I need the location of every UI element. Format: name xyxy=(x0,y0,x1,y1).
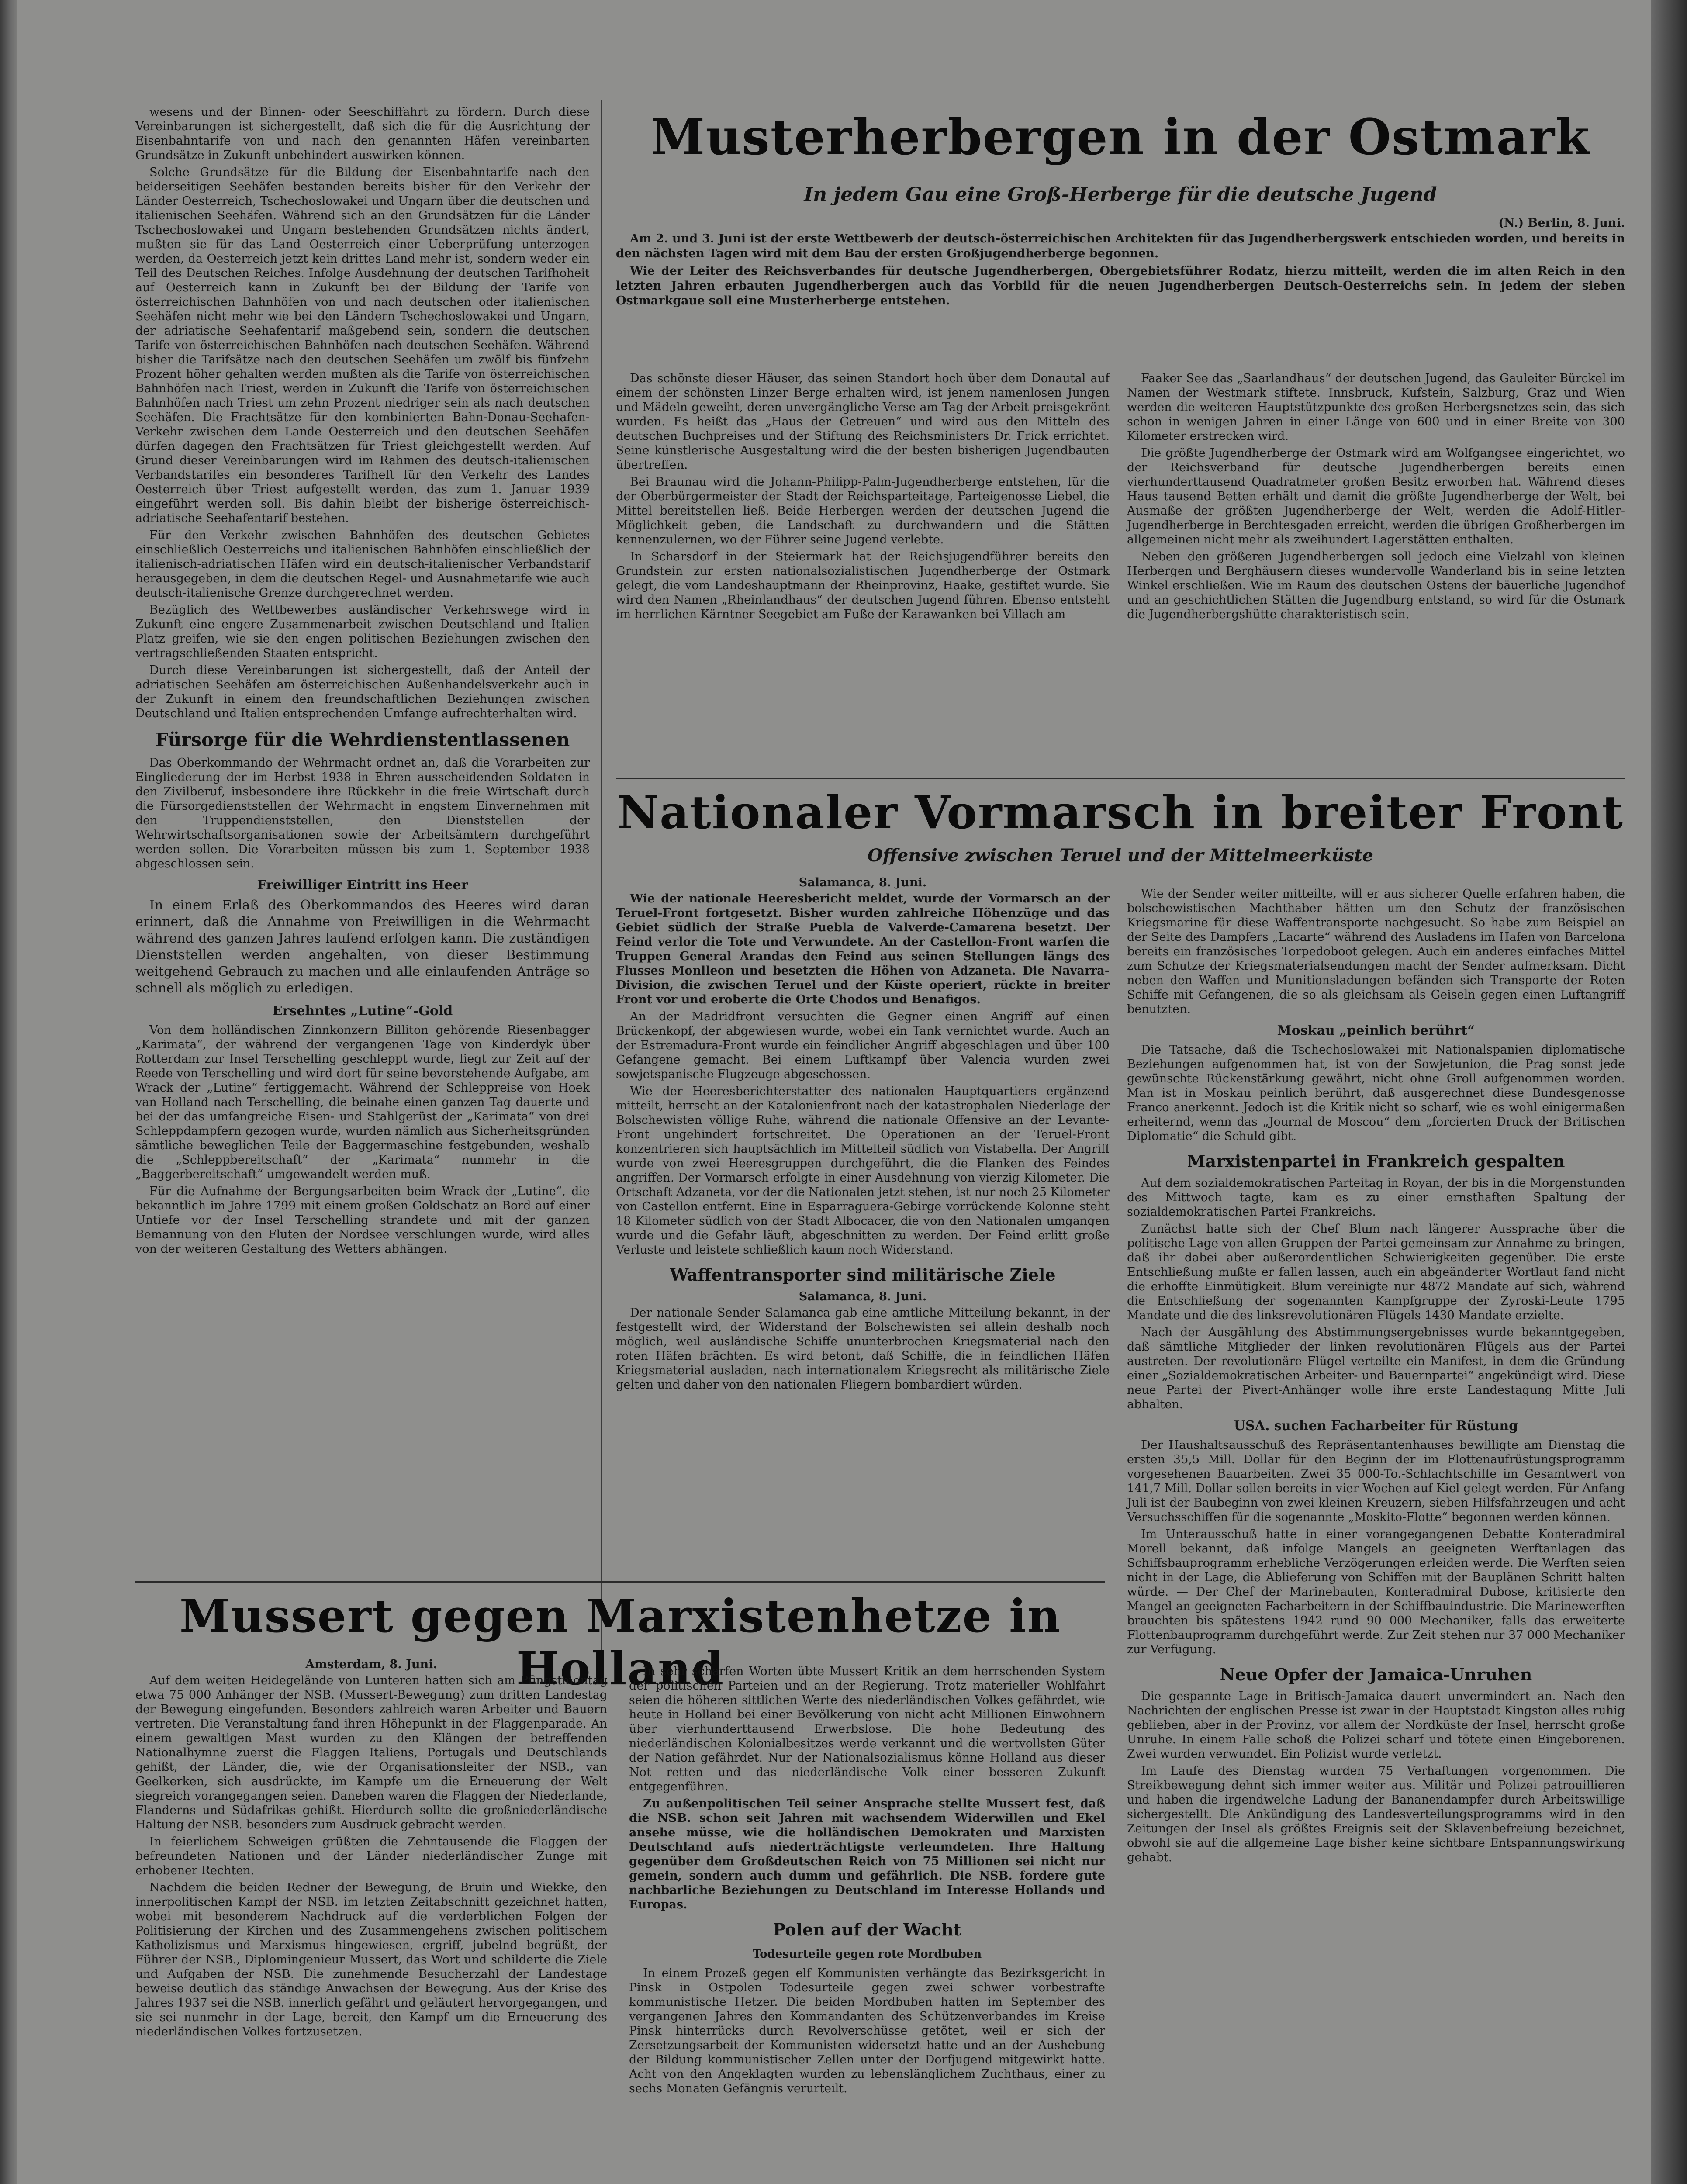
moskau-headline: Moskau „peinlich berührt“ xyxy=(1277,1023,1475,1038)
paragraph: In einem Prozeß gegen elf Kommunisten verhängte das Bezirksgericht in Pinsk in Ostpolen Todesurteile gegen zwei schwer vorbestrafte kommunistische Hetzer. Die beiden Mordbuben hatten im September des vergangenen Jahres den Kommandanten des Schützenverbandes im Kreise Pinsk hinterrücks durch Revolverschüsse getötet, weil er sich der Zersetzungsarbeit der Kommunisten widersetzt hatte und an der Aushebung der Bildung kommunistischer Zellen unter der Dorfjugend mitgewirkt hatte. Acht von den Angeklagten wurden zu lebenslänglichem Zuchthaus, einer zu sechs Monaten Gefängnis verurteilt. xyxy=(629,1966,1105,2095)
section-rule xyxy=(135,1581,1105,1583)
page-edge xyxy=(1651,0,1687,2184)
usa-headline: USA. suchen Facharbeiter für Rüstung xyxy=(1234,1418,1518,1434)
mussert-headline: Mussert gegen Marxistenhetze in Holland xyxy=(179,1589,1061,1695)
section-rule xyxy=(616,778,1625,779)
paragraph: Neben den größeren Jugendherbergen soll jedoch eine Vielzahl von kleinen Herbergen und Berghäusern dieses wundervolle Wanderland bis in seine letzten Winkel erschließen. Wie im Raum des deutschen Ostens der bäuerliche Jugendhof und an geschichtlichen Stätten die Jugendburg entstand, so wird für die Ostmark die Jugendherbergshütte charakteristisch sein. xyxy=(1127,550,1625,621)
paragraph: Für die Aufnahme der Bergungsarbeiten beim Wrack der „Lutine“, die bekanntlich im Jahre 1799 mit einem großen Goldschatz an Bord auf einer Untiefe vor der Insel Terschelling strandete und mit der ganzen Bemannung von den Fluten der Nordsee verschlungen wurde, wird alles von der weiteren Gestaltung des Wetters abhängen. xyxy=(135,1185,590,1256)
waffen-headline: Waffentransporter sind militärische Ziele xyxy=(670,1265,1056,1285)
left-top-article xyxy=(135,105,590,721)
paragraph: Wie der Leiter des Reichsverbandes für deutsche Jugendherbergen, Obergebietsführer Rodatz, hierzu mitteilt, werden die im alten Reich in den letzten Jahren erbauten Jugendherbergen auch das Vorbild für die neuen Jugendherbergen Deutsch-Oesterreichs sein. In jedem der sieben Ostmarkgaue soll eine Musterherberge entstehen. xyxy=(616,264,1625,308)
dateline: Salamanca, 8. Juni. xyxy=(799,1290,927,1303)
paragraph: Im Laufe des Dienstag wurden 75 Verhaftungen vorgenommen. Die Streikbewegung dehnt sich immer weiter aus. Militär und Polizei patrouillieren und haben die irgendwelche Ladung der Bananendampfer durch Arbeitswillige sichergestellt. Die Ankündigung des Landesverteilungsprogramms wird in den Zeitungen der Insel als größtes Ereignis seit der Sklavenbefreiung bezeichnet, obwohl sie auf die allgemeine Lage bisher keine sichtbare Entspannungswirkung gehabt. xyxy=(1127,1764,1625,1864)
dateline: Salamanca, 8. Juni. xyxy=(799,876,927,889)
paragraph: Solche Grundsätze für die Bildung der Eisenbahntarife nach den beiderseitigen Seehäfen bestanden bereits bisher für den Verkehr der Länder Oesterreich, Tschechoslowakei und Ungarn über die deutschen und italienischen Seehäfen. Während sich an den Grundsätzen für die Länder Tschechoslowakei und Ungarn bestehenden Grundsätzen nichts ändert, mußten sie für das Land Oesterreich einer Ueberprüfung unterzogen werden, da Oesterreich jetzt kein drittes Land mehr ist, sondern weder ein Teil des Deutschen Reiches. Infolge Ausdehnung der deutschen Tarifhoheit auf Oesterreich kann in Zukunft bei der Bildung der Tarife von österreichischen Bahnhöfen von und nach deutschen oder italienischen Seehäfen nicht mehr wie bei den Ländern Tschechoslowakei und Ungarn, der adriatische Seehafentarif maßgebend sein, sondern die deutschen Tarife von österreichischen Bahnhöfen nach deutschen Seehäfen. Während bisher die Tarifsätze nach den deutschen Seehäfen um zwölf bis fünfzehn Prozent höher gehalten werden mußten als die Tarife von österreichischen Bahnhöfen nach Triest, werden in Zukunft die Tarife von österreichischen Bahnhöfen nach Triest um zehn Prozent niedriger sein als nach deutschen Seehäfen. Die Frachtsätze für den kombinierten Bahn-Donau-Seehafen-Verkehr zwischen dem Lande Oesterreich und den deutschen Seehäfen dürfen dagegen den Frachtsätzen für Triest gleichgestellt werden. Auf Grund dieser Vereinbarungen wird im Rahmen des deutsch-italienischen Verbandstarifes ein besonderes Tarifheft für den Verkehr des Landes Oesterreich über Triest aufgestellt werden, das zum 1. Januar 1939 eingeführt werden soll. Bis dahin bleibt der bisherige österreichisch-adriatische Seehafentarif bestehen. xyxy=(135,166,590,525)
paragraph: Am 2. und 3. Juni ist der erste Wettbewerb der deutsch-österreichischen Architekten für das Jugendherbergswerk entschieden worden, und bereits in den nächsten Tagen wird mit dem Bau der ersten Großjugendherberge begonnen. xyxy=(616,232,1625,260)
mussert-col-b xyxy=(629,1664,1105,2098)
lutine-headline: Ersehntes „Lutine“-Gold xyxy=(272,1003,453,1019)
newspaper-page xyxy=(17,0,1651,2184)
column-divider xyxy=(601,100,602,1655)
dateline: Amsterdam, 8. Juni. xyxy=(305,1658,437,1671)
paragraph: Die Tatsache, daß die Tschechoslowakei mit Nationalspanien diplomatische Beziehungen aufgenommen hat, ist von der Sowjetunion, die Prag sonst jede gewünschte Rückenstärkung gewährt, nicht ohne Groll aufgenommen worden. Man ist in Moskau peinlich berührt, daß ausgerechnet diese Bundesgenosse Franco anerkennt. Jedoch ist die Kritik nicht so scharf, wie es wohl einigermaßen erheiternd, wenn das „Journal de Moscou“ dem „forcierten Druck der Britischen Diplomatie“ die Schuld gibt. xyxy=(1127,1043,1625,1143)
marx-headline: Marxistenpartei in Frankreich gespalten xyxy=(1187,1151,1565,1171)
paragraph: wesens und der Binnen- oder Seeschiffahrt zu fördern. Durch diese Vereinbarungen ist sichergestellt, daß sich die für die Ausrichtung der Eisenbahntarife von und nach den genannten Häfen vereinbarten Grundsätze in Zukunft unbehindert auswirken können. xyxy=(135,105,590,162)
paragraph: Wie der nationale Heeresbericht meldet, wurde der Vormarsch an der Teruel-Front fortgesetzt. Bisher wurden zahlreiche Höhenzüge und das Gebiet südlich der Straße Puebla de Valverde-Camarena besetzt. Der Feind verlor die Tote und Verwundete. An der Castellon-Front warfen die Truppen General Arandas den Feind aus seinen Stellungen längs des Flusses Monlleon und besetzten die Höhen von Adzaneta. Die Navarra-Division, die zwischen Teruel und der Küste operiert, rückte in breiter Front vor und eroberte die Orte Chodos und Benafigos. xyxy=(616,892,1110,1006)
paragraph: Auf dem weiten Heidegelände von Lunteren hatten sich am Pfingstmontag etwa 75 000 Anhänger der NSB. (Mussert-Bewegung) zum dritten Landestag der Bewegung eingefunden. Besonders zahlreich waren Arbeiter und Bauern vertreten. Die Veranstaltung fand ihren Höhepunkt in der Flaggenparade. An einem gewaltigen Mast wurden zu den Klängen der betreffenden Nationalhymne zuerst die Flaggen Italiens, Portugals und Deutschlands gehißt, der Länder, die, wie der Organisationsleiter der NSB., van Geelkerken, sich ausdrückte, im Kampfe um die Erneuerung der Welt siegreich vorangegangen seien. Daneben waren die Flaggen der Niederlande, Flanderns und Südafrikas gehißt. Hierdurch sollte die großniederländische Haltung der NSB. besonders zum Ausdruck gebracht werden. xyxy=(135,1674,607,1832)
paragraph: In Scharsdorf in der Steiermark hat der Reichsjugendführer bereits den Grundstein zur ersten nationalsozialistischen Jugendherberge der Ostmark gelegt, die vom Landeshauptmann der Rheinprovinz, Haake, gestiftet wurde. Sie wird den Namen „Rheinlandhaus“ der deutschen Jugend führen. Ebenso entsteht im herrlichen Kärntner Seegebiet am Fuße der Karawanken bei Villach am xyxy=(616,550,1110,621)
paragraph: Bei Braunau wird die Johann-Philipp-Palm-Jugendherberge entstehen, für die der Oberbürgermeister der Stadt der Reichsparteitage, Parteigenosse Liebel, die Mittel bereitstellen ließ. Beide Herbergen werden der deutschen Jugend die Möglichkeit geben, die Landschaft zu durchwandern und die Stätten kennenzulernen, wo der Führer seine Jugend verlebte. xyxy=(616,475,1110,546)
polen-subline: Todesurteile gegen rote Mordbuben xyxy=(752,1948,982,1961)
muster-subline: In jedem Gau eine Groß-Herberge für die deutsche Jugend xyxy=(804,183,1437,206)
paragraph: Wie der Heeresberichterstatter des nationalen Hauptquartiers ergänzend mitteilt, herrscht an der Katalonienfront nach der katastrophalen Niederlage der Bolschewisten völlige Ruhe, während die nationale Offensive an der Levante-Front ungehindert fortschreitet. Die Operationen an der Teruel-Front konzentrieren sich hauptsächlich im Mittelteil südlich von Vistabella. Der Angriff wurde von zwei Heeresgruppen durchgeführt, die die Flanken des Feindes angriffen. Der Vormarsch erfolgte in einer Ausdehnung von vierzig Kilometer. Die Ortschaft Adzaneta, vor der die Nationalen jetzt stehen, ist nur noch 25 Kilometer von Castellon entfernt. Eine in Esparraguera-Gebirge vorrückende Kolonne steht 18 Kilometer südlich von der Stadt Albocacer, die von den Nationalen umgangen wurde und die Gefahr läuft, abgeschnitten zu werden. Der Feind erlitt große Verluste und leistete schließlich kaum noch Widerstand. xyxy=(616,1085,1110,1257)
paragraph: Für den Verkehr zwischen Bahnhöfen des deutschen Gebietes einschließlich Oesterreichs und italienischen Bahnhöfen einschließlich der italienisch-adriatischen Häfen wird ein deutsch-italienischer Verbandstarif herausgegeben, in dem die deutschen Regel- und Ausnahmetarife wie auch deutsch-italienische Grenze durchgerechnet werden. xyxy=(135,529,590,600)
mussert-col-a xyxy=(135,1655,607,2042)
polen-headline: Polen auf der Wacht xyxy=(773,1920,961,1939)
frei-headline: Freiwilliger Eintritt ins Heer xyxy=(257,878,468,893)
paragraph: An der Madridfront versuchten die Gegner einen Angriff auf einen Brückenkopf, der abgewiesen wurde, wobei ein Tank vernichtet wurde. Auch an der Estremadura-Front wurde ein feindlicher Angriff abgeschlagen und über 100 Gefangene gemacht. Bei einem Luftkampf über Valencia wurden zwei sowjetspanische Flugzeuge abgeschossen. xyxy=(616,1010,1110,1081)
paragraph: Der nationale Sender Salamanca gab eine amtliche Mitteilung bekannt, in der festgestellt wird, der Widerstand der Bolschewisten sei allein deshalb noch möglich, weil ausländische Schiffe ununterbrochen Kriegsmaterial nach den roten Häfen brächten. Es wird betont, daß Schiffe, die in feindlichen Häfen Kriegsmaterial ausladen, nach internationalem Kriegsrecht als militärische Ziele gelten und daher von den nationalen Fliegern bombardiert würden. xyxy=(616,1306,1110,1392)
vormarsch-headline: Nationaler Vormarsch in breiter Front xyxy=(617,785,1624,839)
vormarsch-col-b xyxy=(1127,887,1625,1867)
paragraph: Die gespannte Lage in Britisch-Jamaica dauert unvermindert an. Nach den Nachrichten der englischen Presse ist zwar in der Hauptstadt Kingston alles ruhig geblieben, aber in der Provinz, vor allem der Nordküste der Insel, herrscht große Unruhe. In einem Falle schoß die Polizei scharf und tötete einen Eingeborenen. Zwei wurden verwundet. Ein Polizist wurde verletzt. xyxy=(1127,1690,1625,1761)
paragraph: Nachdem die beiden Redner der Bewegung, de Bruin und Wiekke, den innerpolitischen Kampf der NSB. im letzten Zeitabschnitt gezeichnet hatten, wobei mit besonderem Nachdruck auf die verderblichen Folgen der Politisierung der Kirchen und des Zusammengehens zwischen politischem Katholizismus und Marxismus hingewiesen, ergriff, jubelnd begrüßt, der Führer der NSB., Diplomingenieur Mussert, das Wort und schilderte die Ziele und Aufgaben der NSB. Die zunehmende Besucherzahl der Landestage beweise deutlich das ständige Anwachsen der Bewegung. Aus der Krise des Jahres 1937 sei die NSB. innerlich gefährt und geläutert hervorgegangen, und sie sei nunmehr in der Lage, bereit, den Kampf um die Erneuerung des niederländischen Volkes fortzusetzen. xyxy=(135,1881,607,2039)
muster-headline: Musterherbergen in der Ostmark xyxy=(650,109,1590,166)
paragraph: In einem Erlaß des Oberkommandos des Heeres wird daran erinnert, daß die Annahme von Freiwilligen in die Wehrmacht während des ganzen Jahres laufend erfolgen kann. Die zuständigen Dienststellen werden angehalten, von dieser Bestimmung weitgehend Gebrauch zu machen und alle einlaufenden Anträge so schnell als möglich zu erledigen. xyxy=(135,898,590,996)
page-spine xyxy=(0,0,17,2184)
paragraph: Von dem holländischen Zinnkonzern Billiton gehörende Riesenbagger „Karimata“, der während der vergangenen Tage von Kinderdyk über Rotterdam zur Insel Terschelling geschleppt wurde, liegt zur Zeit auf der Reede von Terschelling und wird dort für seine bevorstehende Aufgabe, am Wrack der „Lutine“ fertiggemacht. Während der Schleppreise von Hoek van Holland nach Terschelling, die beinahe einen ganzen Tag dauerte und bei der das umfangreiche Eisen- und Stahlgerüst der „Karimata“ von drei Schleppdampfern gezogen wurde, wurden nämlich aus Sicherheitsgründen sämtliche beweglichen Teile der Baggermaschine festgebunden, weshalb die „Schleppbereitschaft“ der „Karimata“ nunmehr in die „Baggerbereitschaft“ umgewandelt werden muß. xyxy=(135,1023,590,1181)
paragraph: Im Unterausschuß hatte in einer vorangegangenen Debatte Konteradmiral Morell bekannt, daß infolge Mangels an geeigneten Werftanlagen das Schiffsbauprogramm erhebliche Verzögerungen erleiden werde. Die Werften seien nicht in der Lage, die Ablieferung von Schiffen mit der Bauplänen Schritt halten würde. — Der Chef der Marinebauten, Konteradmiral Dubose, kritisierte den Mangel an geeigneten Facharbeitern in der Schiffbauindustrie. Die Marinewerften brauchten bis spätestens 1942 rund 90 000 Mechaniker, falls das erweiterte Flottenbauprogramm durchgeführt werde. Zur Zeit stehen nur 37 000 Mechaniker zur Verfügung. xyxy=(1127,1527,1625,1656)
paragraph: Auf dem sozialdemokratischen Parteitag in Royan, der bis in die Morgenstunden des Mittwoch tagte, kam es zu einer ernsthaften Spaltung der sozialdemokratischen Partei Frankreichs. xyxy=(1127,1176,1625,1219)
paragraph: Bezüglich des Wettbewerbes ausländischer Verkehrswege wird in Zukunft eine engere Zusammenarbeit zwischen Deutschland und Italien Platz greifen, wie sie den engen politischen Beziehungen zwischen den vertragschließenden Staaten entspricht. xyxy=(135,603,590,660)
paragraph: Wie der Sender weiter mitteilte, will er aus sicherer Quelle erfahren haben, die bolschewistischen Machthaber hätten um den Schutz der französischen Kriegsmarine für diese Waffentransporte nachgesucht. So habe zum Beispiel an der Seite des Dampfers „Lacarte“ während des Ausladens im Hafen von Barcelona bereits ein französisches Torpedoboot gelegen. Auch ein anderes einfaches Mittel zum Schutze der Kriegsmaterialsendungen macht der Sender aufmerksam. Dicht neben den Waffen und Munitionsladungen befänden sich Transporte der Roten Schiffe mit Gefangenen, die so als gleichsam als Geiseln gegen einen Luftangriff benutzten. xyxy=(1127,887,1625,1016)
paragraph: Zu außenpolitischen Teil seiner Ansprache stellte Mussert fest, daß die NSB. schon seit Jahren mit wachsendem Widerwillen und Ekel ansehe müsse, wie die holländischen Demokraten und Marxisten Deutschland aufs niederträchtigste verleumdeten. Ihre Haltung gegenüber dem Großdeutschen Reich von 75 Millionen sei nicht nur gemein, sondern auch dumm und gefährlich. Die NSB. fordere gute nachbarliche Beziehungen zu Deutschland im Interesse Hollands und Europas. xyxy=(629,1797,1105,1911)
paragraph: Faaker See das „Saarlandhaus“ der deutschen Jugend, das Gauleiter Bürckel im Namen der Westmark stiftete. Innsbruck, Kufstein, Salzburg, Graz und Wien werden die weiteren Hauptstützpunkte des großen Herbergsnetzes sein, das sich schon in wenigen Jahren in einer Länge von 600 und in einer Breite von 300 Kilometer erstrecken wird. xyxy=(1127,372,1625,443)
paragraph: Zunächst hatte sich der Chef Blum nach längerer Aussprache über die politische Lage von allen Gruppen der Partei gemeinsam zur Annahme zu bringen, daß ihr dabei aber außerordentlichen Schwierigkeiten gegenüber. Die erste Entschließung mußte er fallen lassen, auch ein abgeänderter Wortlaut fand nicht die erhoffte Einmütigkeit. Blum vereinigte nur 4872 Mandate auf sich, während die Entschließung der sogenannten Kampfgruppe der Zyroski-Leute 1795 Mandate und die des linksrevolutionären Flügels 1430 Mandate erzielte. xyxy=(1127,1222,1625,1322)
vormarsch-subline: Offensive zwischen Teruel und der Mittelmeerküste xyxy=(868,845,1373,866)
paragraph: Durch diese Vereinbarungen ist sichergestellt, daß der Anteil der adriatischen Seehäfen am österreichischen Außenhandelsverkehr auch in der Zukunft in einem den freundschaftlichen Beziehungen zwischen Deutschland und Italien entsprechenden Umfange aufrechterhalten wird. xyxy=(135,663,590,720)
muster-col-a xyxy=(616,371,1110,624)
wehr-headline: Fürsorge für die Wehrdienstentlassenen xyxy=(155,729,570,750)
muster-col-b xyxy=(1127,371,1625,624)
muster-dateline xyxy=(616,214,1625,232)
paragraph: In sehr scharfen Worten übte Mussert Kritik an dem herrschenden System der politischen Parteien und an der Regierung. Trotz materieller Wohlfahrt seien die höheren sittlichen Werte des niederländischen Volkes gefährdet, wie heute in Holland bei einer Bevölkerung von nicht acht Millionen Einwohnern über vierhunderttausend Erwerbslose. Die hohe Bedeutung des niederländischen Kolonialbesitzes werde verkannt und die wertvollsten Güter der Nation gefährdet. Nur der Nationalsozialismus könne Holland aus dieser Not retten und das niederländische Volk einer besseren Zukunft entgegenführen. xyxy=(629,1665,1105,1794)
jamaica-headline: Neue Opfer der Jamaica-Unruhen xyxy=(1220,1665,1532,1684)
paragraph: Der Haushaltsausschuß des Repräsentantenhauses bewilligte am Dienstag die ersten 35,5 Mill. Dollar für den Beginn der im Flottenaufrüstungsprogramm vorgesehenen Bauarbeiten. Zwei 35 000-To.-Schlachtschiffe im Gesamtwert von 141,7 Mill. Dollar sollen bereits in vier Wochen auf Kiel gelegt werden. Für Anfang Juli ist der Baubeginn von zwei kleinen Kreuzern, sieben Hilfsfahrzeugen und acht Versuchsschiffen für die sogenannte „Moskito-Flotte“ begonnen werden können. xyxy=(1127,1438,1625,1524)
paragraph: In feierlichem Schweigen grüßten die Zehntausende die Flaggen der befreundeten Nationen und der Länder niederländischer Zunge mit erhobener Rechten. xyxy=(135,1835,607,1877)
paragraph: Das schönste dieser Häuser, das seinen Standort hoch über dem Donautal auf einem der schönsten Linzer Berge erhalten wird, ist jenem namenlosen Jungen und Mädeln geweiht, deren unvergängliche Verse am Tag der Arbeit preisgekrönt wurden. Es heißt das „Haus der Getreuen“ und wird aus den Mitteln des deutschen Buchpreises und der Stiftung des Reichsministers Dr. Frick errichtet. Seine künstlerische Ausgestaltung wird die der besten bisherigen Jugendbauten übertreffen. xyxy=(616,372,1110,472)
dateline: (N.) Berlin, 8. Juni. xyxy=(1498,216,1625,230)
paragraph: Nach der Ausgählung des Abstimmungsergebnisses wurde bekanntgegeben, daß sämtliche Mitglieder der linken revolutionären Flügels aus der Partei austreten. Der revolutionäre Flügel verteilte ein Manifest, in dem die Gründung einer „Sozialdemokratischen Arbeiter- und Bauernpartei“ angekündigt wird. Diese neue Partei der Pivert-Anhänger wolle ihre erste Landestagung Mitte Juli abhalten. xyxy=(1127,1326,1625,1411)
vormarsch-col-a xyxy=(616,874,1110,1395)
paragraph: Das Oberkommando der Wehrmacht ordnet an, daß die Vorarbeiten zur Eingliederung der im Herbst 1938 in Ehren ausscheidenden Soldaten in den Zivilberuf, insbesondere ihre Rückkehr in die freie Wirtschaft durch die Fürsorgedienststellen der Wehrmacht in engstem Einvernehmen mit den Truppendienststellen, den Dienststellen der Wehrwirtschaftsorganisationen sowie der Arbeitsämtern durchgeführt werden sollen. Die Vorarbeiten müssen bis zum 1. September 1938 abgeschlossen sein. xyxy=(135,756,590,871)
paragraph: Die größte Jugendherberge der Ostmark wird am Wolfgangsee eingerichtet, wo der Reichsverband für deutsche Jugendherbergen bereits einen vierhunderttausend Quadratmeter großen Besitz erworben hat. Während dieses Haus tausend Betten erhält und damit die größte Jugendherberge der Welt, bei Ausmaße der größten Jugendherberge der Welt, werden die Adolf-Hitler-Jugendherberge in Berchtesgaden erreicht, werden die übrigen Großherbergen im allgemeinen nicht mehr als zweihundert Lagerstätten enthalten. xyxy=(1127,446,1625,546)
muster-lead xyxy=(616,232,1625,311)
left-column xyxy=(135,105,590,1259)
